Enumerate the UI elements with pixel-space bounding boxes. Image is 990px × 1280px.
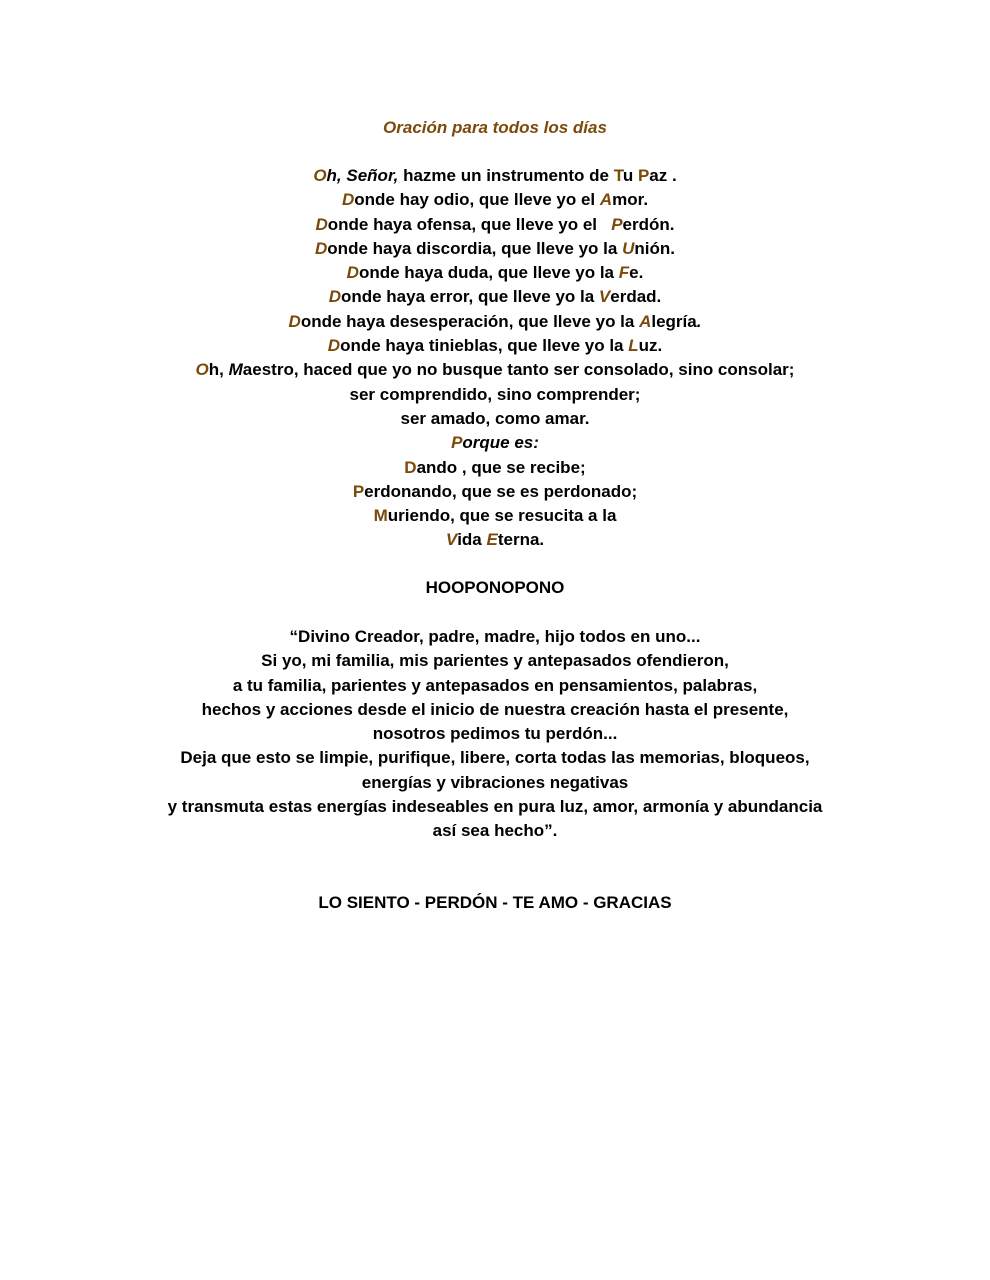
prayer-line xyxy=(0,456,990,480)
prayer-text: h, Señor, xyxy=(326,166,399,185)
prayer-initial-letter: D xyxy=(288,311,301,331)
prayer-initial-letter: D xyxy=(315,238,328,258)
hooponopono-line: Si yo, mi familia, mis parientes y antepasados ofendieron, xyxy=(261,651,729,671)
prayer-line xyxy=(0,261,990,285)
prayer-text: u xyxy=(622,166,638,185)
prayer-title-block xyxy=(0,116,990,140)
prayer-text: legría xyxy=(651,311,697,331)
prayer-initial-letter: V xyxy=(445,530,458,550)
closing-line: LO SIENTO - PERDÓN - TE AMO - GRACIAS xyxy=(318,893,672,912)
prayer-initial-letter: O xyxy=(195,360,209,380)
prayer-initial-letter: D xyxy=(315,214,328,234)
prayer-line xyxy=(0,358,990,382)
prayer-initial-letter: A xyxy=(599,190,613,210)
prayer-line xyxy=(0,188,990,212)
hooponopono-line: hechos y acciones desde el inicio de nuestra creación hasta el presente, xyxy=(201,699,789,719)
prayer-line xyxy=(0,504,990,528)
prayer-text: ser comprendido, sino comprender; xyxy=(349,384,641,404)
hooponopono-line: Deja que esto se limpie, purifique, libere, corta todas las memorias, bloqueos, xyxy=(180,748,810,768)
prayer-initial-letter: L xyxy=(628,336,639,356)
prayer-text: erdón. xyxy=(622,214,675,234)
prayer-text: ida xyxy=(457,530,487,550)
prayer-text: h, xyxy=(208,360,229,380)
prayer-text: onde haya error, que lleve yo la xyxy=(340,287,599,307)
prayer-text: e. xyxy=(629,263,644,283)
closing-block xyxy=(0,891,990,915)
prayer-line xyxy=(0,431,990,455)
prayer-body xyxy=(0,164,990,553)
prayer-initial-letter: D xyxy=(328,287,341,307)
prayer-text: . xyxy=(696,311,702,331)
hooponopono-line: “Divino Creador, padre, madre, hijo todos en uno... xyxy=(289,627,701,646)
hooponopono-body xyxy=(0,625,990,844)
prayer-line xyxy=(0,213,990,237)
prayer-line xyxy=(0,164,990,188)
prayer-text: orque es: xyxy=(462,433,539,453)
prayer-line xyxy=(0,310,990,334)
prayer-line xyxy=(0,285,990,309)
prayer-text: hazme un instrumento de xyxy=(398,166,614,185)
prayer-initial-letter: P xyxy=(637,166,650,185)
prayer-text: . xyxy=(670,238,675,258)
prayer-text: onde haya duda, que lleve yo la xyxy=(358,263,619,283)
hooponopono-line: energías y vibraciones negativas xyxy=(361,772,629,792)
prayer-initial-letter: D xyxy=(404,457,417,477)
prayer-initial-letter: T xyxy=(613,166,623,185)
prayer-text: onde hay odio, que lleve yo el xyxy=(354,190,600,210)
hooponopono-line: así sea hecho”. xyxy=(432,821,558,841)
prayer-text: onde haya discordia, que lleve yo la xyxy=(327,238,623,258)
prayer-text: uriendo, que se resucita a la xyxy=(387,506,617,526)
prayer-initial-letter: D xyxy=(327,336,341,356)
hooponopono-title-block xyxy=(0,576,990,600)
prayer-line xyxy=(0,383,990,407)
prayer-initial-letter: V xyxy=(598,287,611,307)
prayer-initial-letter: A xyxy=(639,311,652,331)
prayer-text: uz. xyxy=(638,336,663,356)
prayer-text: M xyxy=(228,360,243,380)
prayer-initial-letter: D xyxy=(341,190,355,210)
prayer-text: aestro, haced que yo no busque tanto ser consolado, sino consolar; xyxy=(242,360,795,380)
prayer-initial-letter: P xyxy=(352,481,365,501)
prayer-line xyxy=(0,480,990,504)
prayer-text: onde haya desesperación, que lleve yo la xyxy=(300,311,640,331)
prayer-initial-letter: P xyxy=(611,214,623,234)
prayer-line xyxy=(0,237,990,261)
hooponopono-title: HOOPONOPONO xyxy=(425,578,565,597)
prayer-initial-letter: O xyxy=(313,166,327,185)
hooponopono-line: a tu familia, parientes y antepasados en pensamientos, palabras, xyxy=(232,675,758,695)
prayer-initial-letter: P xyxy=(451,433,463,453)
prayer-text: onde haya ofensa, que lleve yo el xyxy=(327,214,612,234)
prayer-title: Oración para todos los días xyxy=(383,118,607,137)
prayer-text: onde haya tinieblas, que lleve yo la xyxy=(340,336,629,356)
prayer-text: nión xyxy=(634,238,671,258)
prayer-initial-letter: U xyxy=(622,238,635,258)
prayer-text: mor. xyxy=(612,190,649,210)
prayer-text: ando , que se recibe; xyxy=(416,457,586,477)
hooponopono-line: nosotros pedimos tu perdón... xyxy=(372,724,618,744)
prayer-line xyxy=(0,407,990,431)
prayer-initial-letter: F xyxy=(618,263,630,283)
prayer-line xyxy=(0,528,990,552)
prayer-text: terna. xyxy=(497,530,545,550)
prayer-initial-letter: D xyxy=(346,263,359,283)
prayer-text: az . xyxy=(649,166,677,185)
prayer-text: ser amado, como amar. xyxy=(400,408,590,428)
prayer-initial-letter: M xyxy=(373,506,388,526)
prayer-text: erdad. xyxy=(610,287,662,307)
prayer-initial-letter: E xyxy=(486,530,498,550)
prayer-text: erdonando, que se es perdonado; xyxy=(364,481,638,501)
hooponopono-line: y transmuta estas energías indeseables en pura luz, amor, armonía y abundancia xyxy=(167,797,823,817)
prayer-line xyxy=(0,334,990,358)
